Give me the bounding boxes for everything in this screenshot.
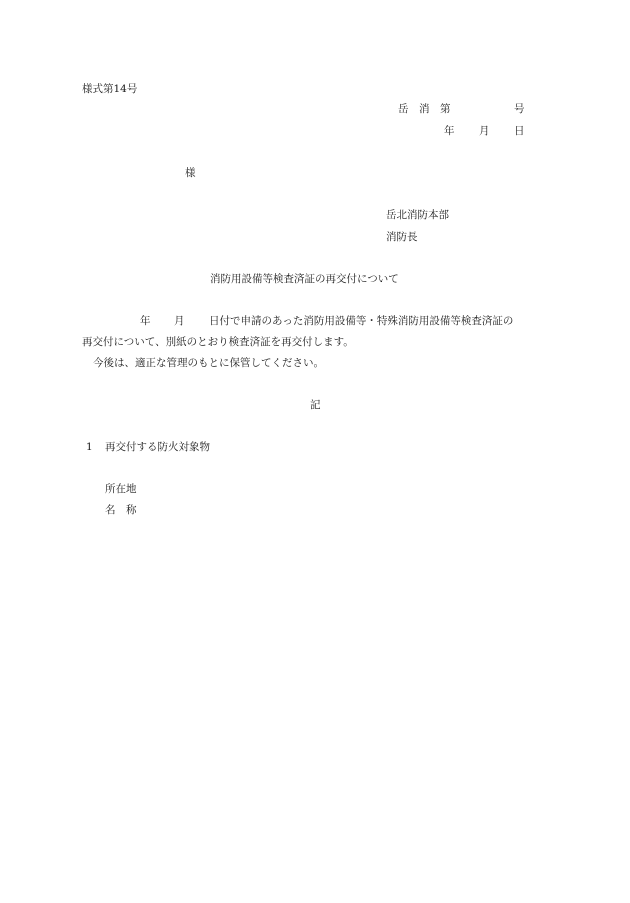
field-name-label: 名 称 [105, 504, 137, 516]
addressee-suffix: 様 [185, 167, 196, 179]
document-number-prefix: 岳 消 第 [398, 103, 451, 115]
date-month: 月 [479, 125, 490, 137]
form-number: 様式第14号 [82, 83, 138, 95]
body-line-1: 日付で申請のあった消防用設備等・特殊消防用設備等検査済証の [209, 315, 514, 327]
item-1-label: 再交付する防火対象物 [105, 441, 210, 453]
ki-heading: 記 [310, 399, 321, 411]
body-line-2: 再交付について、別紙のとおり検査済証を再交付します。 [82, 336, 354, 348]
body-line-1-month: 月 [174, 315, 185, 327]
date-year: 年 [444, 125, 455, 137]
item-1-number: 1 [86, 441, 93, 453]
sender-title: 消防長 [386, 231, 418, 243]
sender-organization: 岳北消防本部 [386, 209, 449, 221]
body-line-3: 今後は、適正な管理のもとに保管してください。 [93, 357, 324, 369]
document-number-suffix: 号 [514, 103, 525, 115]
field-location-label: 所在地 [105, 483, 137, 495]
body-line-1-year: 年 [140, 315, 151, 327]
date-day: 日 [514, 125, 525, 137]
document-subject: 消防用設備等検査済証の再交付について [210, 273, 399, 285]
